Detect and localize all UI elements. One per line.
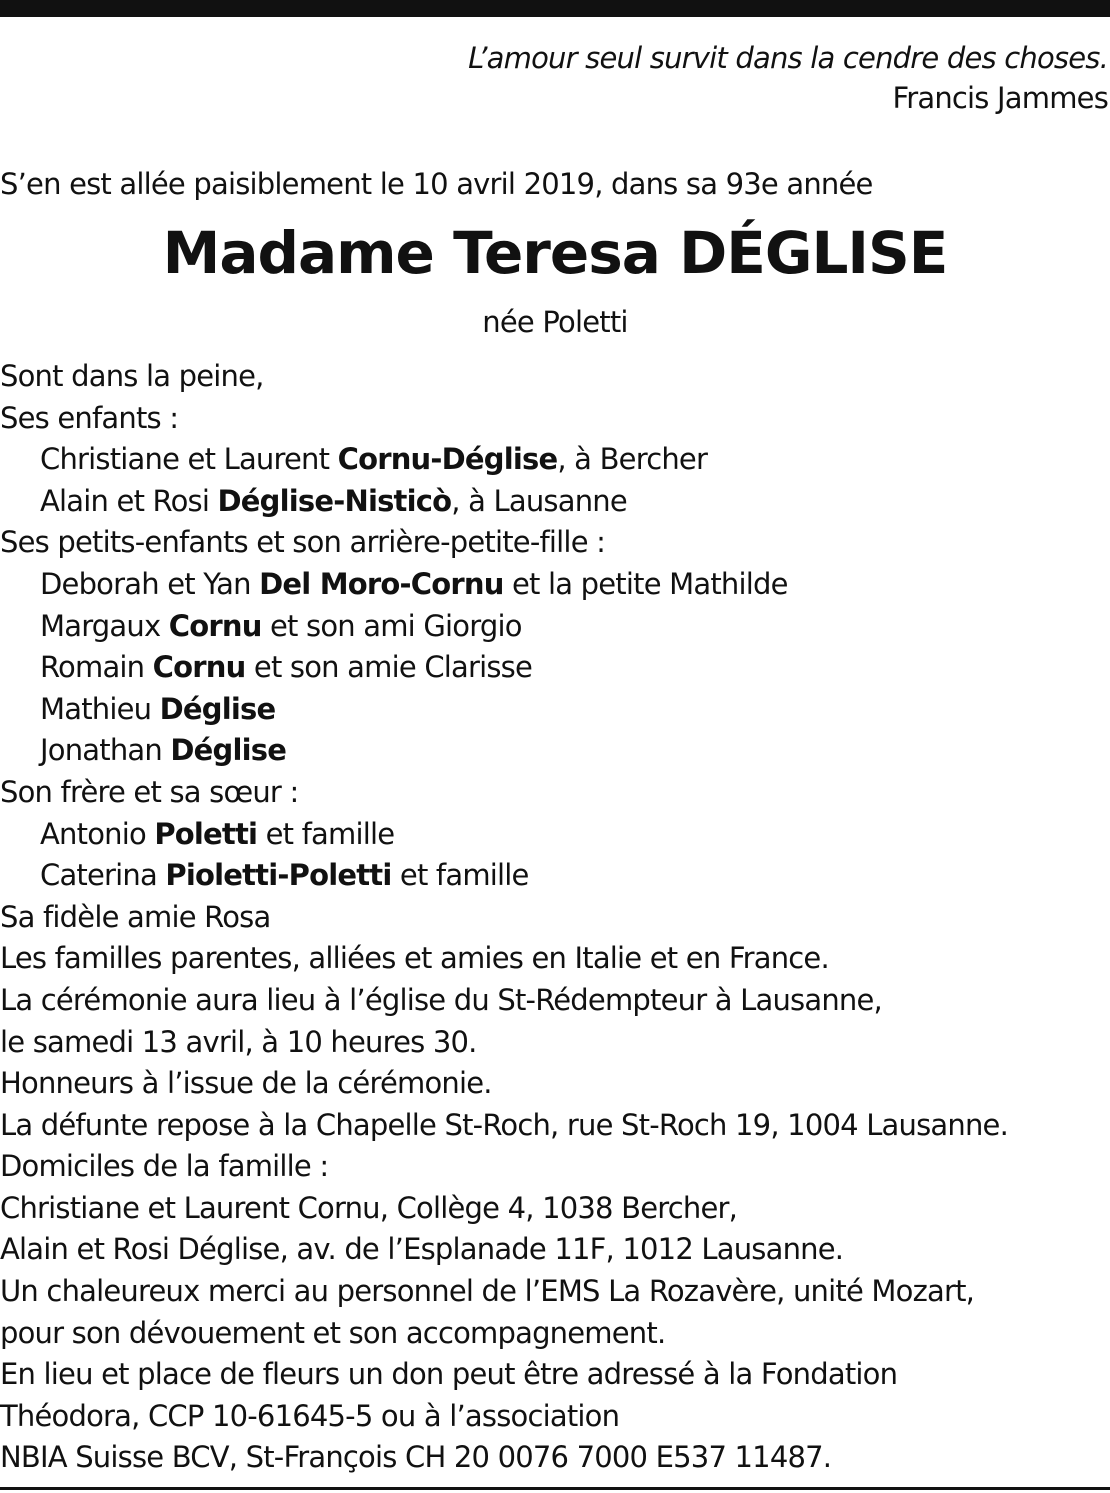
relatives-line: Les familles parentes, alliées et amies en Italie et en France. [0,941,829,976]
family-addresses-heading: Domiciles de la famille : [0,1149,329,1184]
donation-line: NBIA Suisse BCV, St-François CH 20 0076 7000 E537 11487. [0,1440,832,1475]
family-name: Cornu [168,608,262,643]
bottom-rule [0,1487,1110,1490]
epigraph-text: L’amour seul survit dans la cendre des choses. [468,41,1108,75]
epigraph [468,38,1108,118]
family-address: Christiane et Laurent Cornu, Collège 4, 1038 Bercher, [0,1190,738,1225]
family-name: Pioletti-Poletti [165,858,392,893]
family-address: Alain et Rosi Déglise, av. de l’Esplanade 11F, 1012 Lausanne. [0,1232,844,1267]
maiden-name: née Poletti [482,305,628,339]
grandchild-entry: Mathieu Déglise [40,691,276,726]
family-name: Cornu [152,650,246,685]
family-name: Déglise [170,733,287,768]
family-name: Del Moro-Cornu [259,566,504,601]
top-rule [0,0,1110,17]
grandchild-entry: Margaux Cornu et son ami Giorgio [40,608,522,643]
sibling-entry: Antonio Poletti et famille [40,816,395,851]
honours-line: Honneurs à l’issue de la cérémonie. [0,1066,492,1101]
ceremony-place: La cérémonie aura lieu à l’église du St-Rédempteur à Lausanne, [0,982,882,1017]
thanks-line: pour son dévouement et son accompagnement. [0,1315,666,1350]
sibling-entry: Caterina Pioletti-Poletti et famille [40,858,529,893]
grandchild-entry: Jonathan Déglise [40,733,287,768]
ceremony-date: le samedi 13 avril, à 10 heures 30. [0,1024,477,1059]
friend-line: Sa fidèle amie Rosa [0,899,271,934]
obituary-body [0,356,1008,1479]
repose-line: La défunte repose à la Chapelle St-Roch, rue St-Roch 19, 1004 Lausanne. [0,1107,1009,1142]
donation-line: Théodora, CCP 10-61645-5 ou à l’association [0,1398,620,1433]
siblings-heading: Son frère et sa sœur : [0,774,299,809]
deceased-name: Madame Teresa DÉGLISE [162,219,948,287]
family-name: Déglise-Nisticò [217,483,452,518]
epigraph-author: Francis Jammes [892,81,1108,115]
family-name: Cornu-Déglise [337,442,558,477]
donation-line: En lieu et place de fleurs un don peut être adressé à la Fondation [0,1357,898,1392]
family-name: Poletti [154,816,258,851]
children-heading: Ses enfants : [0,400,179,435]
mourners-heading: Sont dans la peine, [0,359,264,393]
grandchildren-heading: Ses petits-enfants et son arrière-petite-fille : [0,525,606,560]
grandchild-entry: Romain Cornu et son amie Clarisse [40,650,533,685]
child-entry: Christiane et Laurent Cornu-Déglise, à Bercher [40,442,708,477]
thanks-line: Un chaleureux merci au personnel de l’EMS La Rozavère, unité Mozart, [0,1274,975,1309]
grandchild-entry: Deborah et Yan Del Moro-Cornu et la petite Mathilde [40,566,788,601]
family-name: Déglise [159,691,276,726]
child-entry: Alain et Rosi Déglise-Nisticò, à Lausanne [40,483,627,518]
death-announcement-intro: S’en est allée paisiblement le 10 avril 2019, dans sa 93e année [0,167,873,201]
